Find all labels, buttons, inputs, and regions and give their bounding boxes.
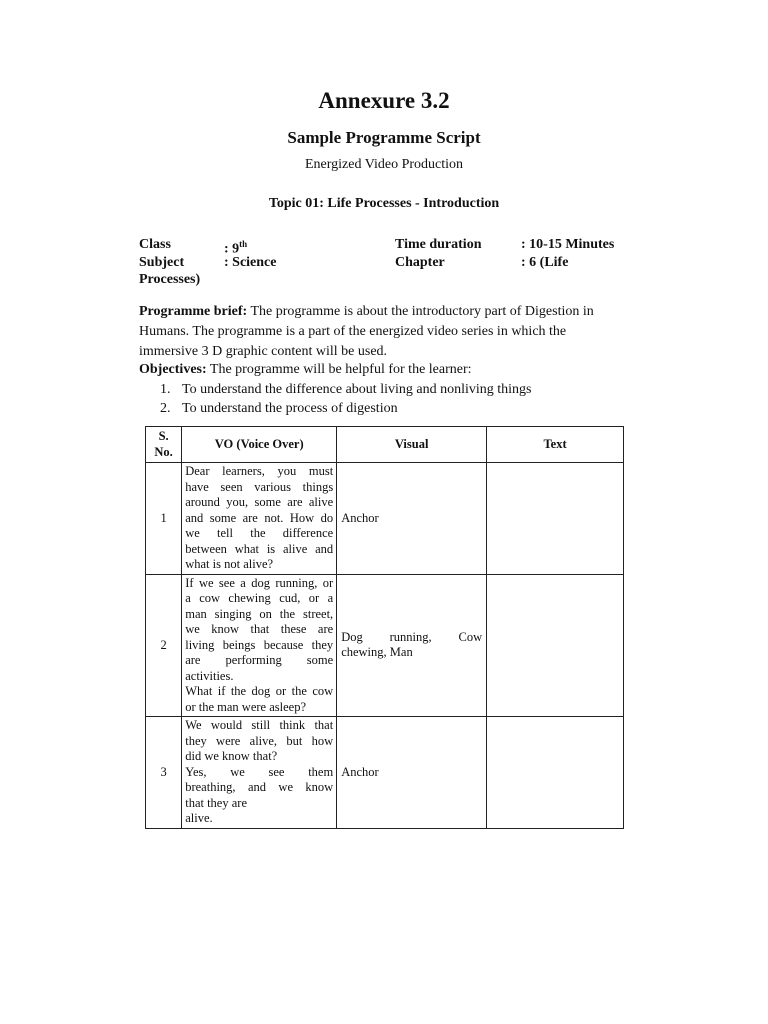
chapter-value: : 6 (Life	[521, 255, 569, 270]
class-label: Class	[139, 237, 171, 252]
objectives: Objectives: The programme will be helpful for the learner:	[139, 362, 472, 377]
row-text	[487, 463, 624, 575]
objectives-list	[160, 380, 531, 418]
header-text: Text	[487, 427, 624, 463]
time-value: : 10-15 Minutes	[521, 237, 615, 252]
row-sno: 1	[146, 463, 182, 575]
annexure-title: Annexure 3.2	[318, 88, 450, 113]
script-table	[145, 426, 624, 829]
row-vo: We would still think that they were alive, but how did we know that? Yes, we see them breathing, and we know that they are alive.	[182, 717, 337, 829]
class-value: : 9th	[224, 239, 248, 257]
table-header-row	[146, 427, 624, 463]
row-visual: Anchor	[337, 717, 487, 829]
row-vo: Dear learners, you must have seen various things around you, some are alive and some are not. How do we tell the difference between what is alive and what is not alive?	[182, 463, 337, 575]
row-visual: Dog running, Cow chewing, Man	[337, 574, 487, 717]
list-item: 1. To understand the difference about living and nonliving things	[160, 382, 532, 397]
row-sno: 2	[146, 574, 182, 717]
table-row	[146, 463, 624, 575]
production-line: Energized Video Production	[304, 157, 464, 172]
script-subtitle: Sample Programme Script	[287, 128, 481, 147]
subject-overflow: Processes)	[139, 272, 201, 287]
row-sno: 3	[146, 717, 182, 829]
programme-brief: Programme brief: The programme is about the introductory part of Digestion in Humans. The programme is a part of the energized video series in which the immersive 3 D graphic content will be used.	[139, 304, 594, 359]
row-text	[487, 574, 624, 717]
subject-label: Subject	[139, 255, 185, 270]
row-text	[487, 717, 624, 829]
objectives-label: Objectives:	[139, 362, 207, 377]
row-vo: If we see a dog running, or a cow chewing cud, or a man singing on the street, we know that these are living beings because they are performing some activities. What if the dog or the cow or the man were asleep?	[182, 574, 337, 717]
brief-label: Programme brief:	[139, 304, 248, 319]
table-row	[146, 717, 624, 829]
time-label: Time duration	[395, 237, 482, 252]
table-row	[146, 574, 624, 717]
header-vo: VO (Voice Over)	[182, 427, 337, 463]
header-sno: S. No.	[146, 427, 182, 463]
list-item: 2. To understand the process of digestion	[160, 401, 398, 416]
row-visual: Anchor	[337, 463, 487, 575]
subject-value: : Science	[224, 255, 277, 270]
header-visual: Visual	[337, 427, 487, 463]
chapter-label: Chapter	[395, 255, 445, 270]
topic-heading: Topic 01: Life Processes - Introduction	[268, 196, 500, 211]
